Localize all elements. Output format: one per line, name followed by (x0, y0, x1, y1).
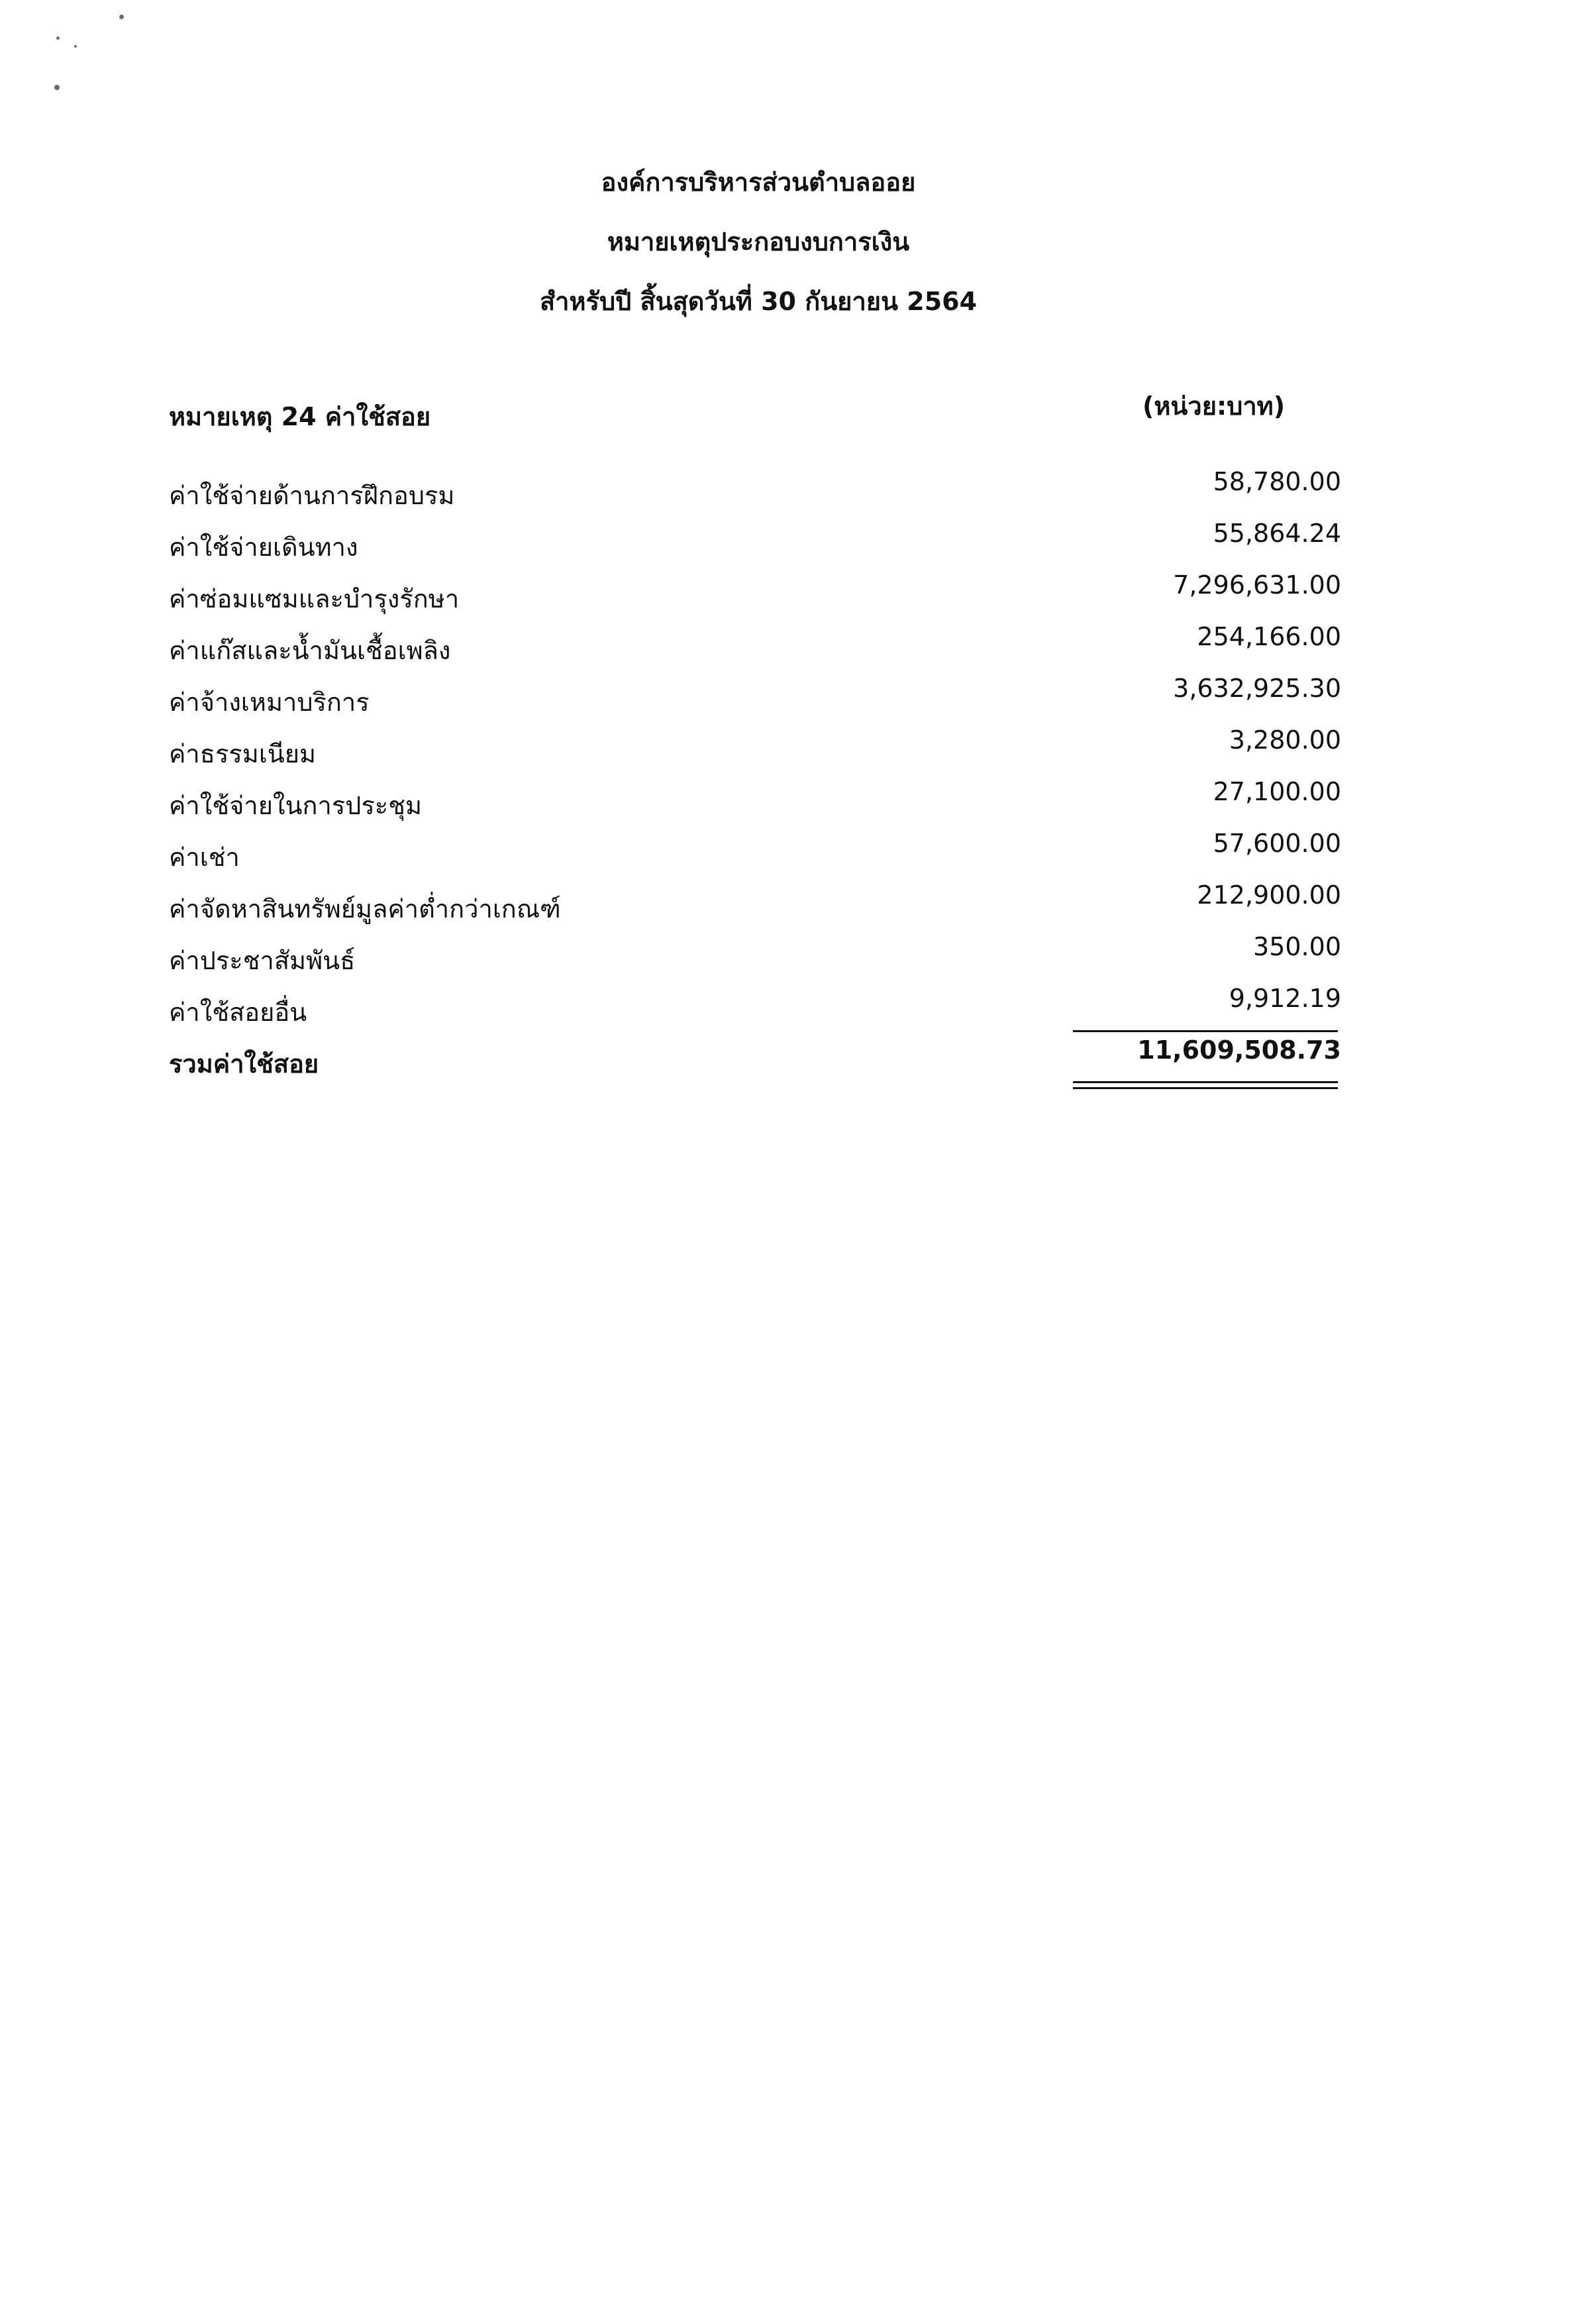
organization-name: องค์การบริหารส่วนตำบลออย (601, 168, 916, 197)
expense-row (169, 829, 1341, 880)
document-header (0, 152, 1517, 331)
expense-label: ค่าจัดหาสินทรัพย์มูลค่าต่ำกว่าเกณฑ์ (169, 894, 561, 924)
total-double-rule (1073, 1081, 1338, 1089)
document-title: หมายเหตุประกอบงบการเงิน (607, 227, 910, 256)
expense-row (169, 777, 1341, 829)
expense-amount: 27,100.00 (1213, 777, 1341, 806)
expense-table (169, 467, 1341, 1087)
expense-amount: 254,166.00 (1197, 622, 1341, 651)
expense-label: ค่าธรรมเนียม (169, 739, 317, 768)
expense-amount: 9,912.19 (1229, 984, 1341, 1013)
total-label: รวมค่าใช้สอย (169, 1049, 319, 1079)
expense-row (169, 880, 1341, 932)
expense-row (169, 467, 1341, 519)
expense-label: ค่าใช้สอยอื่น (169, 998, 307, 1027)
expense-row (169, 622, 1341, 674)
expense-amount: 57,600.00 (1213, 829, 1341, 858)
expense-label: ค่าประชาสัมพันธ์ (169, 946, 356, 975)
expense-amount: 3,632,925.30 (1173, 674, 1341, 703)
expense-label: ค่าใช้จ่ายด้านการฝึกอบรม (169, 481, 455, 510)
expense-row (169, 570, 1341, 622)
expense-amount: 7,296,631.00 (1173, 570, 1341, 600)
expense-row (169, 984, 1341, 1035)
expense-row (169, 725, 1341, 777)
expense-amount: 55,864.24 (1213, 519, 1341, 548)
total-row (169, 1035, 1341, 1087)
note-title: หมายเหตุ 24 ค่าใช้สอย (169, 402, 431, 431)
expense-label: ค่าใช้จ่ายเดินทาง (169, 533, 358, 562)
scan-speck (119, 15, 124, 19)
unit-label: (หน่วย:บาท) (1142, 392, 1286, 421)
expense-label: ค่าใช้จ่ายในการประชุม (169, 791, 423, 820)
expense-label: ค่าซ่อมแซมและบำรุงรักษา (169, 584, 460, 613)
total-amount: 11,609,508.73 (1137, 1035, 1341, 1065)
subtotal-rule (1073, 1030, 1338, 1032)
expense-label: ค่าแก๊สและน้ำมันเชื้อเพลิง (169, 636, 451, 665)
scan-speck (56, 36, 60, 40)
expense-row (169, 932, 1341, 984)
expense-row (169, 519, 1341, 570)
expense-amount: 3,280.00 (1229, 725, 1341, 755)
expense-amount: 350.00 (1253, 932, 1341, 961)
scan-speck (54, 85, 60, 90)
reporting-period: สำหรับปี สิ้นสุดวันที่ 30 กันยายน 2564 (539, 287, 978, 316)
scan-speck (74, 45, 77, 48)
expense-label: ค่าเช่า (169, 843, 240, 872)
expense-amount: 212,900.00 (1197, 880, 1341, 910)
expense-row (169, 674, 1341, 725)
expense-label: ค่าจ้างเหมาบริการ (169, 688, 370, 717)
expense-amount: 58,780.00 (1213, 467, 1341, 496)
